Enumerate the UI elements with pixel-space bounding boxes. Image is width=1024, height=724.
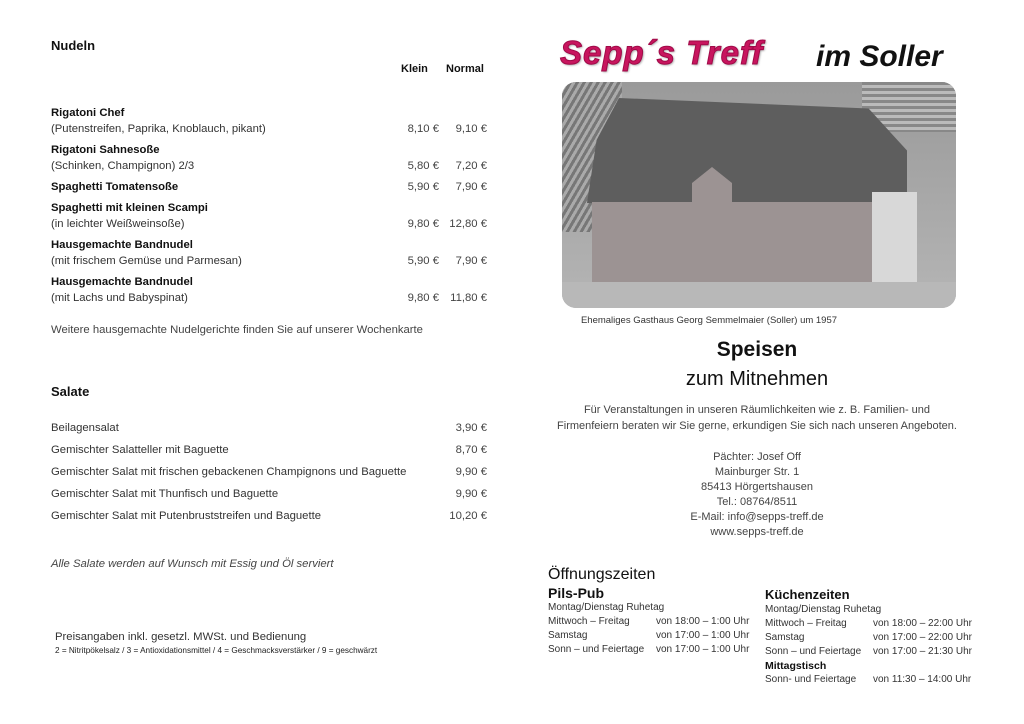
- logo-suffix: im Soller: [816, 40, 943, 73]
- intro-line: Für Veranstaltungen in unseren Räumlichkeiten wie z. B. Familien- und: [583, 404, 931, 416]
- salate-list: [51, 420, 491, 530]
- pub-closed: Montag/Dienstag Ruhetag: [548, 602, 665, 613]
- salad-item: [51, 486, 491, 508]
- salad-item: [51, 508, 491, 530]
- hours-time: von 17:00 – 21:30 Uhr: [873, 646, 972, 657]
- item-name: Spaghetti Tomatensoße: [51, 181, 179, 193]
- lunch-days: Sonn- und Feiertage: [765, 674, 857, 685]
- hours-days: Sonn – und Feiertage: [765, 646, 862, 657]
- street: Mainburger Str. 1: [714, 466, 800, 478]
- city: 85413 Hörgertshausen: [701, 481, 813, 493]
- historic-building-photo: [562, 82, 956, 308]
- kitchen-hours: [765, 587, 990, 687]
- item-name: Gemischter Salat mit Thunfisch und Baguette: [51, 488, 279, 500]
- hours-heading: Öffnungszeiten: [548, 566, 656, 583]
- salate-heading: Salate: [51, 384, 90, 399]
- hours-time: von 17:00 – 1:00 Uhr: [656, 630, 750, 641]
- item-price: 8,70 €: [455, 444, 487, 456]
- hours-row: [548, 643, 763, 657]
- price-klein: 5,90 €: [407, 255, 439, 267]
- price-note: Preisangaben inkl. gesetzl. MWSt. und Bedienung: [55, 631, 307, 643]
- item-price: 10,20 €: [449, 510, 487, 522]
- price-normal: 7,90 €: [455, 255, 487, 267]
- price-normal: 12,80 €: [449, 218, 487, 230]
- item-desc: (mit frischem Gemüse und Parmesan): [51, 255, 242, 267]
- hours-time: von 18:00 – 1:00 Uhr: [656, 616, 750, 627]
- nudeln-heading: Nudeln: [51, 38, 96, 53]
- kitchen-closed: Montag/Dienstag Ruhetag: [765, 604, 882, 615]
- item-name: Gemischter Salat mit frischen gebackenen Champignons und Baguette: [51, 466, 407, 478]
- item-desc: (mit Lachs und Babyspinat): [51, 292, 188, 304]
- intro-text: [507, 402, 1007, 434]
- price-normal: 7,20 €: [455, 160, 487, 172]
- salad-item: [51, 442, 491, 464]
- nudeln-list: [51, 105, 491, 311]
- item-name: Rigatoni Sahnesoße: [51, 144, 160, 156]
- menu-item: [51, 237, 491, 269]
- nudeln-note: Weitere hausgemachte Nudelgerichte finden Sie auf unserer Wochenkarte: [51, 324, 423, 336]
- item-name: Beilagensalat: [51, 422, 119, 434]
- item-desc: (Putenstreifen, Paprika, Knoblauch, pikant): [51, 123, 266, 135]
- additives-note: 2 = Nitritpökelsalz / 3 = Antioxidationsmittel / 4 = Geschmacksverstärker / 9 = geschwärzt: [55, 646, 378, 655]
- pub-title: Pils-Pub: [548, 585, 605, 601]
- hours-row: [765, 645, 990, 659]
- menu-item: [51, 105, 491, 137]
- item-name: Hausgemachte Bandnudel: [51, 239, 193, 251]
- price-klein: 5,90 €: [407, 181, 439, 193]
- item-price: 9,90 €: [455, 466, 487, 478]
- price-normal: 7,90 €: [455, 181, 487, 193]
- hours-time: von 17:00 – 1:00 Uhr: [656, 644, 750, 655]
- photo-caption: Ehemaliges Gasthaus Georg Semmelmaier (Soller) um 1957: [580, 315, 838, 326]
- price-normal: 9,10 €: [455, 123, 487, 135]
- col-klein: Klein: [401, 63, 428, 75]
- menu-item: [51, 142, 491, 174]
- item-name: Spaghetti mit kleinen Scampi: [51, 202, 208, 214]
- pub-hours: [548, 585, 763, 657]
- item-name: Gemischter Salat mit Putenbruststreifen und Baguette: [51, 510, 322, 522]
- price-klein: 9,80 €: [407, 292, 439, 304]
- lunch-time: von 11:30 – 14:00 Uhr: [873, 674, 972, 685]
- price-normal: 11,80 €: [450, 292, 487, 304]
- tenant: Pächter: Josef Off: [713, 451, 801, 463]
- hours-days: Samstag: [765, 632, 805, 643]
- hours-row: [765, 617, 990, 631]
- price-klein: 5,80 €: [407, 160, 439, 172]
- price-klein: 8,10 €: [407, 123, 439, 135]
- intro-line: Firmenfeiern beraten wir Sie gerne, erkundigen Sie sich nach unseren Angeboten.: [557, 420, 957, 432]
- salad-item: [51, 464, 491, 486]
- kitchen-title: Küchenzeiten: [765, 587, 850, 602]
- item-desc: (Schinken, Champignon) 2/3: [51, 160, 195, 172]
- contact-block: [607, 450, 907, 540]
- price-klein: 9,80 €: [407, 218, 439, 230]
- hours-row: [548, 629, 763, 643]
- email-link[interactable]: E-Mail: info@sepps-treff.de: [690, 511, 824, 523]
- item-desc: (in leichter Weißweinsoße): [51, 218, 185, 230]
- phone: Tel.: 08764/8511: [716, 496, 798, 508]
- lunch-row: [765, 673, 990, 687]
- menu-item: [51, 200, 491, 232]
- hours-time: von 18:00 – 22:00 Uhr: [873, 618, 972, 629]
- lunch-title: Mittagstisch: [765, 660, 827, 672]
- menu-item: [51, 179, 491, 195]
- hours-days: Samstag: [548, 630, 588, 641]
- item-name: Rigatoni Chef: [51, 107, 125, 119]
- hours-days: Sonn – und Feiertage: [548, 644, 645, 655]
- logo: Sepp´s Treff: [560, 34, 764, 71]
- hours-days: Mittwoch – Freitag: [548, 616, 630, 627]
- salad-item: [51, 420, 491, 442]
- hours-days: Mittwoch – Freitag: [765, 618, 847, 629]
- item-price: 9,90 €: [455, 488, 487, 500]
- item-name: Hausgemachte Bandnudel: [51, 276, 193, 288]
- website-link[interactable]: www.sepps-treff.de: [710, 526, 804, 538]
- salate-note: Alle Salate werden auf Wunsch mit Essig und Öl serviert: [51, 558, 334, 570]
- title-mitnehmen: zum Mitnehmen: [685, 368, 829, 390]
- hours-row: [548, 615, 763, 629]
- col-normal: Normal: [446, 63, 484, 75]
- title-speisen: Speisen: [716, 338, 798, 361]
- hours-row: [765, 631, 990, 645]
- item-price: 3,90 €: [455, 422, 487, 434]
- item-name: Gemischter Salatteller mit Baguette: [51, 444, 229, 456]
- menu-item: [51, 274, 491, 306]
- hours-time: von 17:00 – 22:00 Uhr: [873, 632, 972, 643]
